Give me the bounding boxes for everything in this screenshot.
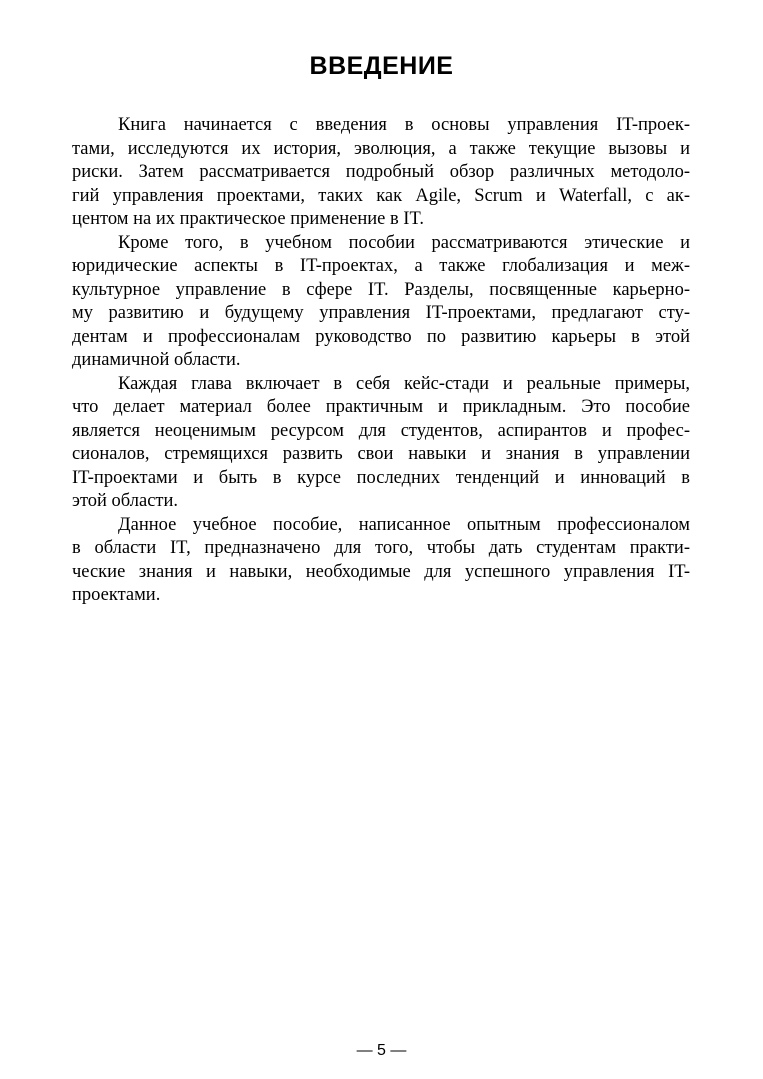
text-line: центом на их практическое применение в IT. xyxy=(72,209,425,229)
text-line: является неоценимым ресурсом для студентов, аспирантов и профес- xyxy=(72,420,690,441)
text-line: что делает материал более практичным и прикладным. Это пособие xyxy=(72,397,690,417)
text-line: Данное учебное пособие, написанное опытным профессионалом xyxy=(118,514,690,535)
text-line: IT-проектами и быть в курсе последних тенденций и инноваций в xyxy=(72,467,690,488)
text-line: проектами. xyxy=(72,585,161,605)
paragraph-2 xyxy=(72,232,690,373)
text-line: тами, исследуются их история, эволюция, а также текущие вызовы и xyxy=(72,138,690,159)
page-title: ВВЕДЕНИЕ xyxy=(309,52,454,80)
text-line: ческие знания и навыки, необходимые для успешного управления IT- xyxy=(72,561,690,582)
page-number: — 5 — xyxy=(356,1042,407,1059)
text-line: в области IT, предназначено для того, чтобы дать студентам практи- xyxy=(72,538,690,558)
text-line: динамичной области. xyxy=(72,350,241,370)
text-line: Книга начинается с введения в основы управления IT-проек- xyxy=(118,115,690,135)
text-line: культурное управление в сфере IT. Разделы, посвященные карьерно- xyxy=(72,279,690,300)
paragraph-3 xyxy=(72,373,690,514)
text-line: Кроме того, в учебном пособии рассматриваются этические и xyxy=(118,232,690,253)
text-line: Каждая глава включает в себя кейс-стади и реальные примеры, xyxy=(118,373,690,394)
text-line: му развитию и будущему управления IT-проектами, предлагают сту- xyxy=(72,303,690,323)
paragraph-1 xyxy=(72,114,690,232)
text-line: дентам и профессионалам руководство по развитию карьеры в этой xyxy=(72,326,690,347)
body-text xyxy=(72,114,690,608)
paragraph-4 xyxy=(72,514,690,608)
text-line: этой области. xyxy=(72,491,179,511)
text-line: юридические аспекты в IT-проектах, а также глобализация и меж- xyxy=(72,256,690,276)
text-line: риски. Затем рассматривается подробный обзор различных методоло- xyxy=(72,162,690,182)
text-line: гий управления проектами, таких как Agile, Scrum и Waterfall, с ак- xyxy=(72,185,690,206)
text-line: сионалов, стремящихся развить свои навыки и знания в управлении xyxy=(72,444,690,464)
